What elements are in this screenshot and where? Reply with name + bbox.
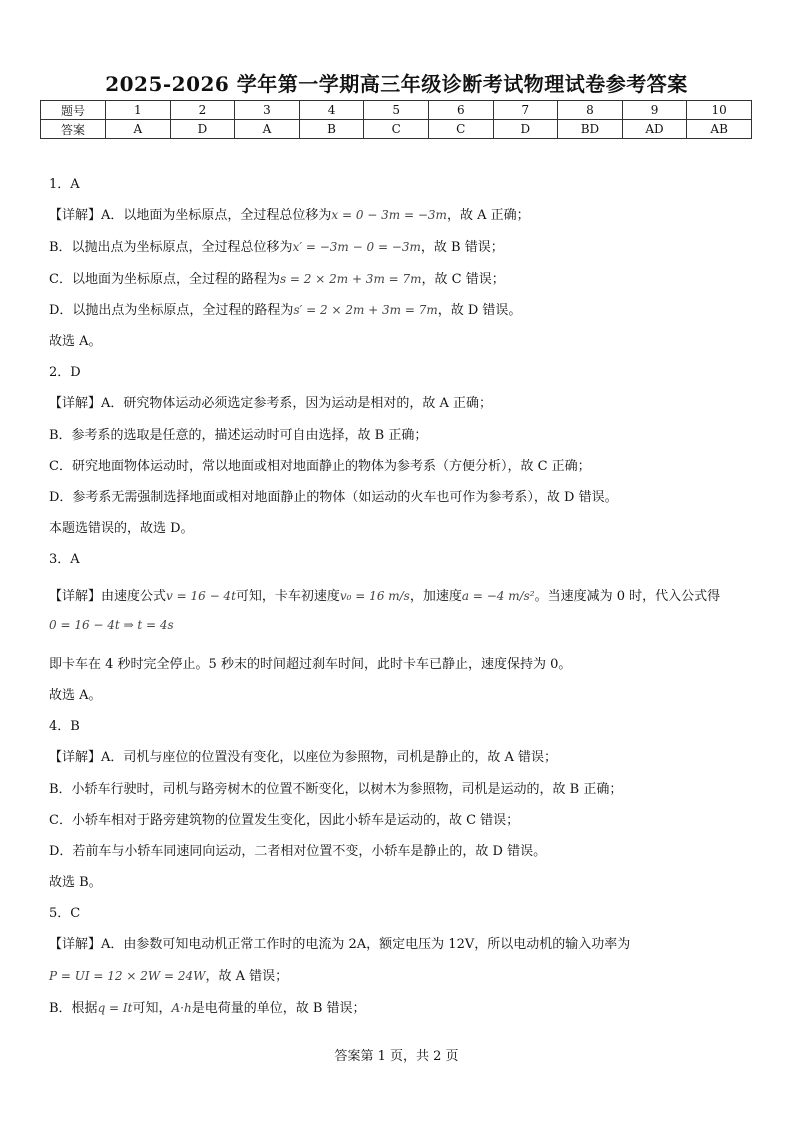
- page-title: 2025-2026 学年第一学期高三年级诊断考试物理试卷参考答案: [105, 72, 688, 96]
- question-5-heading: 5．C: [49, 906, 81, 921]
- table-cell: A: [235, 120, 300, 139]
- text: D．以抛出点为坐标原点，全过程的路程为: [49, 303, 294, 318]
- text: 可知，卡车初速度: [235, 589, 340, 604]
- table-cell: A: [106, 120, 171, 139]
- table-cell: C: [428, 120, 493, 139]
- table-row-numbers: [41, 101, 752, 120]
- text: ，故 D 错误。: [437, 303, 522, 318]
- table-cell: 6: [428, 101, 493, 120]
- text: ，故 A 正确；: [446, 208, 530, 223]
- text: ，故 C 错误；: [421, 272, 505, 287]
- text: B．根据: [49, 1001, 98, 1016]
- question-1-line: [49, 268, 505, 287]
- table-cell: 8: [558, 101, 623, 120]
- answer-table: [40, 100, 752, 139]
- formula: v = 16 − 4t: [166, 589, 236, 603]
- text: 是电荷量的单位，故 B 错误；: [191, 1001, 366, 1016]
- question-1-heading: 1．A: [49, 177, 80, 192]
- table-cell: AB: [687, 120, 752, 139]
- table-cell: B: [299, 120, 364, 139]
- question-3-line: 即卡车在 4 秒时完全停止。5 秒末的时间超过刹车时间，此时卡车已静止，速度保持为 0。: [49, 657, 572, 672]
- question-3-heading: 3．A: [49, 552, 80, 567]
- question-1-line: [49, 204, 530, 223]
- text: C．以地面为坐标原点，全过程的路程为: [49, 272, 280, 287]
- question-2-line: D．参考系无需强制选择地面或相对地面静止的物体（如运动的火车也可作为参考系），故 D 错误。: [49, 490, 618, 505]
- question-4-heading: 4．B: [49, 719, 80, 734]
- question-5-line: [49, 965, 288, 984]
- question-3-formula: [49, 618, 174, 633]
- question-2-line: B．参考系的选取是任意的，描述运动时可自由选择，故 B 正确；: [49, 428, 428, 443]
- table-cell: 5: [364, 101, 429, 120]
- text: ，故 A 错误；: [205, 969, 289, 984]
- table-cell: 2: [170, 101, 235, 120]
- table-header-cell: 题号: [41, 101, 106, 120]
- table-cell: D: [493, 120, 558, 139]
- table-cell: D: [170, 120, 235, 139]
- question-4-conclusion: 故选 B。: [49, 875, 102, 890]
- table-header-cell: 答案: [41, 120, 106, 139]
- question-4-line: C．小轿车相对于路旁建筑物的位置发生变化，因此小轿车是运动的，故 C 错误；: [49, 813, 520, 828]
- text: 可知，: [132, 1001, 172, 1016]
- formula: q = It: [97, 1001, 133, 1015]
- question-5-line: [49, 997, 366, 1016]
- question-2-conclusion: 本题选错误的，故选 D。: [49, 521, 194, 536]
- text: ，加速度: [409, 589, 462, 604]
- table-cell: 3: [235, 101, 300, 120]
- text: B．以抛出点为坐标原点，全过程总位移为: [49, 240, 293, 255]
- formula: v₀ = 16 m/s: [339, 589, 410, 603]
- question-3-line: [49, 585, 720, 604]
- table-cell: 4: [299, 101, 364, 120]
- question-2-line: C．研究地面物体运动时，常以地面或相对地面静止的物体为参考系（方便分析），故 C 正确；: [49, 459, 591, 474]
- text: 【详解】由速度公式: [49, 589, 167, 604]
- question-1-line: [49, 236, 504, 255]
- text: 。当速度减为 0 时，代入公式得: [534, 589, 721, 604]
- question-4-line: D．若前车与小轿车同速同向运动，二者相对位置不变，小轿车是静止的，故 D 错误。: [49, 844, 547, 859]
- table-cell: BD: [558, 120, 623, 139]
- question-2-line: 【详解】A．研究物体运动必须选定参考系，因为运动是相对的，故 A 正确；: [49, 396, 493, 411]
- formula: A·h: [171, 1001, 192, 1015]
- text: ，故 B 错误；: [420, 240, 504, 255]
- formula: P = UI = 12 × 2W = 24W: [49, 969, 206, 983]
- formula: s′ = 2 × 2m + 3m = 7m: [293, 303, 438, 317]
- table-cell: 9: [622, 101, 687, 120]
- table-cell: 7: [493, 101, 558, 120]
- table-cell: 1: [106, 101, 171, 120]
- question-1-conclusion: 故选 A。: [49, 334, 102, 349]
- table-cell: 10: [687, 101, 752, 120]
- question-1-line: [49, 299, 521, 318]
- question-4-line: 【详解】A．司机与座位的位置没有变化，以座位为参照物，司机是静止的，故 A 错误；: [49, 750, 558, 765]
- formula: a = −4 m/s²: [461, 589, 535, 603]
- formula: s = 2 × 2m + 3m = 7m: [279, 272, 422, 286]
- formula: 0 = 16 − 4t ⇒ t = 4s: [49, 618, 174, 632]
- question-2-heading: 2．D: [49, 365, 81, 380]
- question-4-line: B．小轿车行驶时，司机与路旁树木的位置不断变化，以树木为参照物，司机是运动的，故 B 正确；: [49, 782, 623, 797]
- formula: x′ = −3m − 0 = −3m: [292, 240, 421, 254]
- question-5-line: 【详解】A．由参数可知电动机正常工作时的电流为 2A，额定电压为 12V，所以电动机的输入功率为: [49, 937, 631, 952]
- page-footer: 答案第 1 页，共 2 页: [334, 1049, 459, 1064]
- question-3-conclusion: 故选 A。: [49, 688, 102, 703]
- table-cell: C: [364, 120, 429, 139]
- table-row-answers: [41, 120, 752, 139]
- table-cell: AD: [622, 120, 687, 139]
- text: 【详解】A．以地面为坐标原点，全过程总位移为: [49, 208, 332, 223]
- formula: x = 0 − 3m = −3m: [331, 208, 447, 222]
